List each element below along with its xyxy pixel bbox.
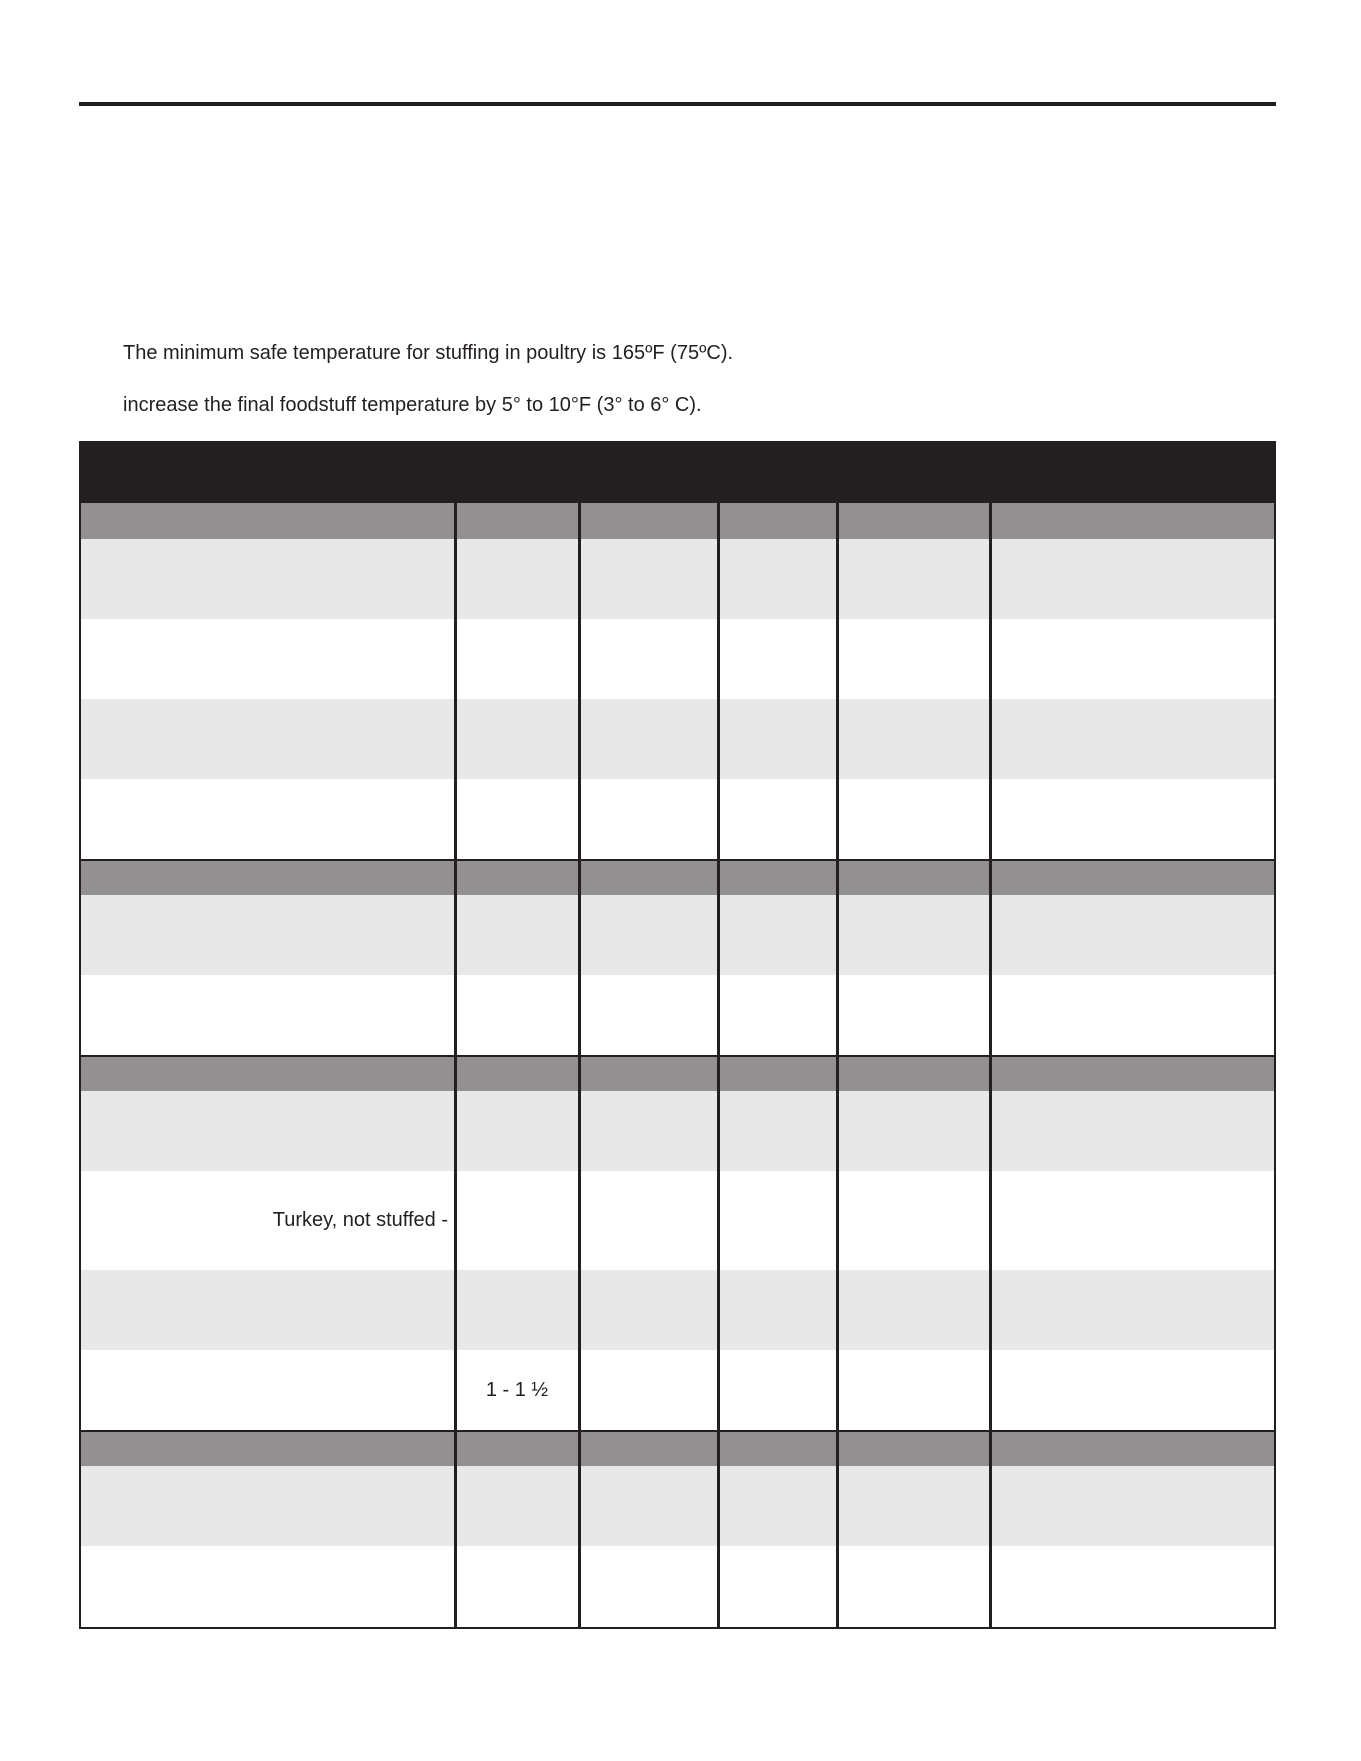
table-row xyxy=(79,1270,1276,1350)
table-cell xyxy=(840,1466,990,1546)
table-cell xyxy=(581,1057,718,1091)
table-cell xyxy=(721,1432,837,1466)
table-row xyxy=(79,975,1276,1055)
table-cell xyxy=(840,539,990,619)
table-cell xyxy=(840,895,990,975)
table-cell xyxy=(993,1057,1276,1091)
table-cell xyxy=(79,1091,454,1171)
table-cell xyxy=(721,441,837,503)
table-cell xyxy=(456,895,578,975)
table-cell xyxy=(456,1466,578,1546)
table-cell xyxy=(840,975,990,1055)
table-row xyxy=(79,619,1276,699)
table-cell xyxy=(840,1057,990,1091)
table-header-row xyxy=(79,441,1276,503)
table-cell xyxy=(840,503,990,539)
table-cell xyxy=(79,1350,454,1430)
table-row xyxy=(79,539,1276,619)
table-cell xyxy=(581,1350,718,1430)
table-cell xyxy=(581,1432,718,1466)
table-cell xyxy=(79,539,454,619)
table-cell xyxy=(993,861,1276,895)
table-row xyxy=(79,699,1276,779)
table-cell xyxy=(721,539,837,619)
table-cell xyxy=(79,1057,454,1091)
table-cell xyxy=(721,779,837,859)
note-stuffing-temperature: The minimum safe temperature for stuffing in poultry is 165ºF (75ºC). xyxy=(123,342,734,364)
table-cell xyxy=(993,975,1276,1055)
table-section-row xyxy=(79,503,1276,539)
table-row xyxy=(79,779,1276,859)
table-cell xyxy=(581,1546,718,1626)
table-cell xyxy=(840,1270,990,1350)
table-cell xyxy=(721,1466,837,1546)
table-cell xyxy=(840,699,990,779)
table-cell xyxy=(581,779,718,859)
table-cell xyxy=(840,779,990,859)
table-cell xyxy=(721,1270,837,1350)
table-cell xyxy=(79,441,454,503)
table-cell xyxy=(721,895,837,975)
column-divider xyxy=(578,441,581,1629)
table-cell xyxy=(721,861,837,895)
table-cell xyxy=(993,895,1276,975)
top-rule xyxy=(79,102,1276,106)
table-cell: 1 - 1 ½ xyxy=(485,1378,549,1401)
table-cell xyxy=(79,1466,454,1546)
table-cell xyxy=(993,441,1276,503)
table-section-row xyxy=(79,859,1276,895)
table-cell xyxy=(79,1546,454,1626)
table-cell xyxy=(993,503,1276,539)
table-cell xyxy=(581,699,718,779)
table-cell xyxy=(993,1270,1276,1350)
table-cell xyxy=(993,1466,1276,1546)
table-row xyxy=(79,895,1276,975)
table-cell xyxy=(581,861,718,895)
table-cell xyxy=(456,975,578,1055)
table-cell xyxy=(456,1057,578,1091)
cooking-table xyxy=(79,441,1276,1626)
table-cell xyxy=(993,539,1276,619)
table-cell xyxy=(993,619,1276,699)
table-section-row xyxy=(79,1430,1276,1466)
table-cell xyxy=(721,1091,837,1171)
table-cell xyxy=(581,1091,718,1171)
table-cell xyxy=(840,619,990,699)
table-cell xyxy=(721,975,837,1055)
table-cell xyxy=(721,1171,837,1270)
table-cell xyxy=(840,1546,990,1626)
table-cell xyxy=(79,699,454,779)
table-row xyxy=(79,1350,1276,1430)
table-cell xyxy=(581,1466,718,1546)
table-cell xyxy=(456,503,578,539)
note-final-temperature: increase the final foodstuff temperature by 5° to 10°F (3° to 6° C). xyxy=(123,394,702,416)
table-cell xyxy=(456,699,578,779)
table-cell xyxy=(993,1350,1276,1430)
table-cell xyxy=(581,539,718,619)
table-cell: Turkey, not stuffed - xyxy=(272,1209,448,1231)
table-cell xyxy=(993,1546,1276,1626)
table-row xyxy=(79,1546,1276,1626)
column-divider xyxy=(836,441,839,1629)
table-cell xyxy=(993,1091,1276,1171)
table-cell xyxy=(581,441,718,503)
table-cell xyxy=(840,1350,990,1430)
table-cell xyxy=(721,1546,837,1626)
table-cell xyxy=(79,895,454,975)
table-cell xyxy=(456,539,578,619)
table-cell xyxy=(721,619,837,699)
table-section-row xyxy=(79,1055,1276,1091)
table-cell xyxy=(840,1171,990,1270)
column-divider xyxy=(454,441,457,1629)
table-cell xyxy=(456,861,578,895)
table-cell xyxy=(721,699,837,779)
table-row xyxy=(79,1171,1276,1270)
table-cell xyxy=(993,1432,1276,1466)
table-cell xyxy=(840,1432,990,1466)
table-cell xyxy=(456,1091,578,1171)
table-cell xyxy=(721,1057,837,1091)
table-cell xyxy=(79,619,454,699)
table-cell xyxy=(581,975,718,1055)
table-cell xyxy=(79,779,454,859)
table-cell xyxy=(840,861,990,895)
table-cell xyxy=(79,1270,454,1350)
table-cell xyxy=(456,441,578,503)
table-cell xyxy=(79,503,454,539)
table-row xyxy=(79,1466,1276,1546)
table-cell xyxy=(79,861,454,895)
table-cell xyxy=(581,503,718,539)
table-row xyxy=(79,1091,1276,1171)
table-cell xyxy=(79,975,454,1055)
table-cell xyxy=(581,895,718,975)
table-cell xyxy=(456,1270,578,1350)
column-divider xyxy=(989,441,992,1629)
table-cell xyxy=(840,1091,990,1171)
table-cell xyxy=(456,1546,578,1626)
table-cell xyxy=(840,441,990,503)
table-cell xyxy=(721,1350,837,1430)
table-cell xyxy=(721,503,837,539)
table-cell xyxy=(581,619,718,699)
table-cell xyxy=(456,779,578,859)
table-cell xyxy=(993,1171,1276,1270)
table-cell xyxy=(993,779,1276,859)
table-cell xyxy=(456,619,578,699)
table-cell xyxy=(456,1171,578,1270)
table-cell xyxy=(456,1432,578,1466)
table-cell xyxy=(79,1432,454,1466)
table-cell xyxy=(993,699,1276,779)
table-cell xyxy=(581,1270,718,1350)
table-cell xyxy=(581,1171,718,1270)
column-divider xyxy=(717,441,720,1629)
